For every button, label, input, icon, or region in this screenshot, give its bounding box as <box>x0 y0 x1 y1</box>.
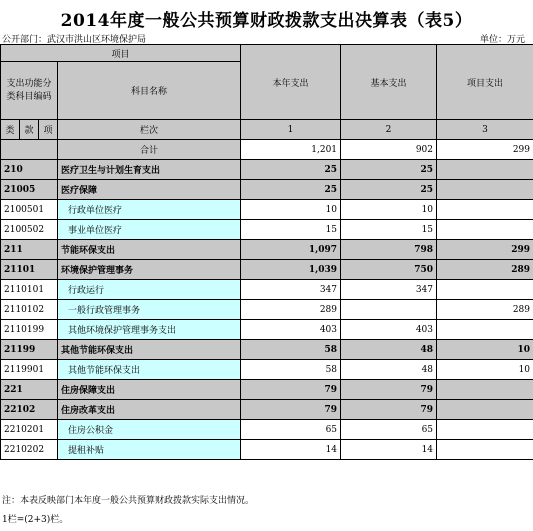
row-current: 10 <box>241 200 341 220</box>
row-subject-name: 环境保护管理事务 <box>58 260 241 280</box>
row-code: 2110101 <box>1 280 58 300</box>
table-row <box>1 160 533 180</box>
table-row <box>1 400 533 420</box>
row-code: 2119901 <box>1 360 58 380</box>
department-label: 公开部门：武汉市洪山区环境保护局 <box>2 35 147 45</box>
row-code: 2110199 <box>1 320 58 340</box>
table-row <box>1 280 533 300</box>
row-current: 65 <box>241 420 341 440</box>
row-project: 289 <box>437 300 533 320</box>
header-n2: 2 <box>341 120 437 140</box>
table-row <box>1 320 533 340</box>
row-basic: 25 <box>341 180 437 200</box>
row-current: 25 <box>241 160 341 180</box>
row-code: 210 <box>1 160 58 180</box>
total-row <box>1 140 533 160</box>
row-current: 58 <box>241 360 341 380</box>
table-row <box>1 360 533 380</box>
row-current: 403 <box>241 320 341 340</box>
row-subject-name: 事业单位医疗 <box>58 220 241 240</box>
header-project-exp: 项目支出 <box>437 45 533 120</box>
row-basic: 25 <box>341 160 437 180</box>
row-project <box>437 220 533 240</box>
row-subject-name: 节能环保支出 <box>58 240 241 260</box>
row-current: 289 <box>241 300 341 320</box>
note-line-2: 1栏=(2+3)栏。 <box>2 515 69 525</box>
row-current: 79 <box>241 400 341 420</box>
header-func-class: 支出功能分类科目编码 <box>1 62 58 120</box>
header-project: 项目 <box>1 45 241 62</box>
row-code: 211 <box>1 240 58 260</box>
row-project: 10 <box>437 360 533 380</box>
row-subject-name: 住房公积金 <box>58 420 241 440</box>
unit-label: 单位：万元 <box>479 35 525 45</box>
row-subject-name: 行政单位医疗 <box>58 200 241 220</box>
header-n1: 1 <box>241 120 341 140</box>
row-subject-name: 提租补贴 <box>58 440 241 460</box>
header-kuan: 款 <box>20 120 39 140</box>
row-subject-name: 行政运行 <box>58 280 241 300</box>
page-title: 2014年度一般公共预算财政拨款支出决算表（表5） <box>60 11 473 31</box>
header-row-1 <box>1 45 533 62</box>
row-basic: 79 <box>341 400 437 420</box>
table-row <box>1 200 533 220</box>
row-current: 1,039 <box>241 260 341 280</box>
row-project <box>437 200 533 220</box>
row-project: 289 <box>437 260 533 280</box>
row-current: 58 <box>241 340 341 360</box>
table-row <box>1 260 533 280</box>
row-project <box>437 420 533 440</box>
row-subject-name: 医疗卫生与计划生育支出 <box>58 160 241 180</box>
header-subject-name: 科目名称 <box>58 62 241 120</box>
row-basic: 48 <box>341 340 437 360</box>
header-lei: 类 <box>1 120 20 140</box>
note-line-1: 注：本表反映部门本年度一般公共预算财政拨款实际支出情况。 <box>2 496 255 506</box>
row-basic: 14 <box>341 440 437 460</box>
row-subject-name: 其他节能环保支出 <box>58 360 241 380</box>
row-subject-name: 一般行政管理事务 <box>58 300 241 320</box>
row-code: 2110102 <box>1 300 58 320</box>
row-basic: 79 <box>341 380 437 400</box>
table-row <box>1 300 533 320</box>
row-code: 2210201 <box>1 420 58 440</box>
row-code: 22102 <box>1 400 58 420</box>
row-code: 2100501 <box>1 200 58 220</box>
table-row <box>1 440 533 460</box>
header-n3: 3 <box>437 120 533 140</box>
row-project <box>437 320 533 340</box>
table-row <box>1 420 533 440</box>
row-project: 299 <box>437 240 533 260</box>
row-basic: 65 <box>341 420 437 440</box>
row-code: 21101 <box>1 260 58 280</box>
total-basic: 902 <box>341 140 437 160</box>
row-project <box>437 380 533 400</box>
row-basic: 48 <box>341 360 437 380</box>
row-basic: 10 <box>341 200 437 220</box>
row-code: 21005 <box>1 180 58 200</box>
row-code: 2210202 <box>1 440 58 460</box>
row-project <box>437 280 533 300</box>
header-current: 本年支出 <box>241 45 341 120</box>
row-basic <box>341 300 437 320</box>
total-label: 合计 <box>58 140 241 160</box>
row-current: 15 <box>241 220 341 240</box>
header-lanci: 栏次 <box>58 120 241 140</box>
row-current: 14 <box>241 440 341 460</box>
row-subject-name: 其他节能环保支出 <box>58 340 241 360</box>
row-basic: 347 <box>341 280 437 300</box>
row-current: 25 <box>241 180 341 200</box>
row-basic: 403 <box>341 320 437 340</box>
header-row-5 <box>1 120 533 140</box>
table-row <box>1 180 533 200</box>
row-subject-name: 其他环境保护管理事务支出 <box>58 320 241 340</box>
total-current: 1,201 <box>241 140 341 160</box>
row-basic: 750 <box>341 260 437 280</box>
row-current: 79 <box>241 380 341 400</box>
row-code: 2100502 <box>1 220 58 240</box>
row-basic: 15 <box>341 220 437 240</box>
header-basic: 基本支出 <box>341 45 437 120</box>
row-code: 21199 <box>1 340 58 360</box>
header-xiang: 项 <box>39 120 58 140</box>
row-code: 221 <box>1 380 58 400</box>
table-row <box>1 380 533 400</box>
table-row <box>1 340 533 360</box>
row-project: 10 <box>437 340 533 360</box>
row-subject-name: 住房改革支出 <box>58 400 241 420</box>
row-basic: 798 <box>341 240 437 260</box>
row-subject-name: 住房保障支出 <box>58 380 241 400</box>
row-project <box>437 400 533 420</box>
row-current: 1,097 <box>241 240 341 260</box>
table-row <box>1 240 533 260</box>
expenditure-table <box>0 44 533 460</box>
row-project <box>437 180 533 200</box>
row-subject-name: 医疗保障 <box>58 180 241 200</box>
table-row <box>1 220 533 240</box>
total-project: 299 <box>437 140 533 160</box>
row-project <box>437 440 533 460</box>
row-current: 347 <box>241 280 341 300</box>
row-project <box>437 160 533 180</box>
